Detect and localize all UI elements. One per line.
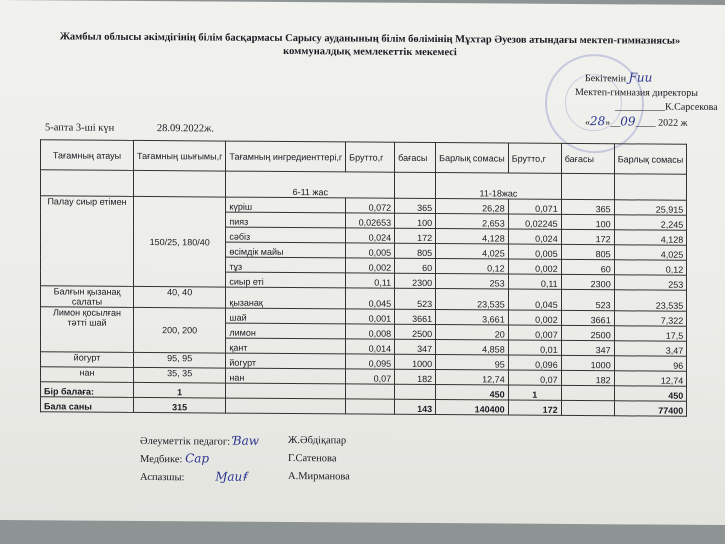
price-2: 2300: [561, 274, 614, 289]
col-yield: Тағамның шығымы,г: [134, 140, 226, 171]
price-1: 172: [395, 228, 436, 243]
dish-yield: 40, 40: [134, 286, 226, 308]
dish-name: Палау сиыр етімен: [41, 196, 134, 287]
brutto-1: 0,045: [346, 288, 395, 309]
price-1: 2300: [395, 273, 436, 288]
approval-title: Бекітемін: [585, 73, 627, 85]
per-child-sum-2: 450: [614, 386, 687, 402]
brutto-2: 0,002: [508, 310, 561, 325]
signature-name: Г.Сатенова: [288, 453, 337, 465]
per-child-sum-1: 450: [436, 385, 509, 401]
sum-2: 7,322: [614, 311, 687, 327]
signature-row: Аспазшы: Ɱauꞙ А.Мирманова: [140, 469, 350, 484]
signature-row: Әлеуметтік педагог: Ɓaw Ж.Әбдіқапар: [140, 433, 347, 448]
sum-1: 4,025: [436, 244, 509, 260]
brutto-2: 0,002: [508, 259, 561, 274]
brutto-2: 0,045: [508, 289, 561, 310]
col-ingredients: Тағамның ингредиенттері,г: [226, 141, 346, 172]
col-brutto-2: Брутто,г: [508, 143, 561, 173]
empty-cell: [561, 385, 614, 400]
dish-yield: 200, 200: [134, 307, 226, 353]
empty-cell: [561, 400, 614, 415]
empty-cell: [395, 384, 436, 399]
approval-block: Бекітемін Ƒuu Мектеп-гимназия директоры __________К.Сарсекова «28»__09____ 2022 ж: [575, 70, 718, 129]
ingredient: тұз: [226, 257, 346, 273]
date-line: [45, 122, 254, 134]
col-brutto-1: Брутто,г: [346, 142, 395, 172]
brutto-2: 0,005: [508, 244, 561, 259]
brutto-1: 0,002: [346, 258, 395, 273]
sum-1: 26,28: [436, 199, 509, 215]
brutto-2: 0,071: [508, 199, 561, 214]
ingredient: йогурт: [226, 353, 346, 369]
brutto-1: 0,11: [346, 273, 395, 288]
sum-1: 2,653: [436, 214, 509, 230]
brutto-1: 0,005: [346, 243, 395, 258]
ingredient: өсімдік майы: [226, 242, 346, 258]
children-count: 315: [134, 397, 226, 413]
sum-1: 253: [436, 274, 509, 290]
sum-1: 95: [436, 355, 509, 371]
children-sum-2: 77400: [614, 401, 687, 417]
per-child-count-2: 1: [508, 385, 561, 400]
sum-1: 4,128: [436, 229, 509, 245]
price-1: 1000: [395, 354, 436, 369]
brutto-2: 0,01: [508, 340, 561, 355]
ingredient: пияз: [226, 212, 346, 228]
price-2: 365: [561, 199, 614, 214]
col-price-2: бағасы: [561, 143, 614, 173]
signature-role: Әлеуметтік педагог:: [140, 435, 231, 448]
price-2: 347: [561, 340, 614, 355]
sum-2: 25,915: [614, 200, 687, 216]
sum-1: 23,535: [436, 289, 509, 311]
sum-2: 4,025: [614, 245, 687, 261]
col-sum-1: Барлық сомасы: [436, 143, 509, 174]
brutto-1: 0,072: [346, 198, 395, 213]
brutto-2: 0,096: [508, 355, 561, 370]
ingredient: лимон: [226, 323, 346, 339]
price-1: 60: [395, 258, 436, 273]
price-1: 523: [395, 288, 436, 309]
price-1: 347: [395, 339, 436, 354]
approval-day: 28: [590, 114, 606, 129]
signature-name: Ж.Әбдіқапар: [288, 435, 347, 447]
sum-1: 3,661: [436, 310, 509, 326]
brutto-1: 0,095: [346, 354, 395, 369]
brutto-1: 0,07: [346, 369, 395, 384]
menu-date: 28.09.2022ж.: [156, 123, 214, 135]
ingredient: қызанақ: [226, 287, 346, 309]
price-2: 60: [561, 259, 614, 274]
price-1: 2500: [395, 324, 436, 339]
brutto-1: 0,001: [346, 309, 395, 324]
col-dish: Тағамның атауы: [41, 140, 134, 171]
price-1: 365: [395, 198, 436, 213]
sum-2: 23,535: [614, 290, 687, 312]
brutto-2: 0,11: [508, 274, 561, 289]
brutto-1: 0,024: [346, 228, 395, 243]
price-1: 100: [395, 213, 436, 228]
dish-name: нан: [41, 367, 134, 383]
approval-month: 09: [620, 114, 636, 129]
brutto-2: 0,07: [508, 370, 561, 385]
sum-1: 12,74: [436, 370, 509, 386]
brutto-2: 0,02245: [508, 214, 561, 229]
brutto-1: 0,008: [346, 324, 395, 339]
sum-2: 2,245: [614, 215, 687, 231]
header-line-2: коммуналдық мемлекеттік мекемесі: [283, 45, 457, 59]
per-child-count: 1: [134, 382, 226, 398]
children-count-row: [41, 397, 687, 417]
price-2: 100: [561, 214, 614, 229]
signature-role: Аспазшы:: [140, 471, 185, 484]
children-price-1: 143: [395, 399, 436, 414]
ingredient: сиыр еті: [226, 272, 346, 288]
empty-cell: [346, 399, 395, 414]
children-label: Бала саны: [41, 397, 134, 413]
dish-name: йогурт: [41, 352, 134, 368]
age-group-1: 6-11 жас: [226, 171, 395, 198]
signature-row: Медбике: Cap Г.Сатенова: [140, 451, 337, 466]
price-2: 523: [561, 289, 614, 310]
sum-1: 4,858: [436, 340, 509, 356]
brutto-1: 0,014: [346, 339, 395, 354]
sum-2: 253: [614, 275, 687, 291]
sum-1: 20: [436, 325, 509, 341]
director-signature: Ƒuu: [628, 70, 653, 85]
dish-yield: 150/25, 180/40: [134, 196, 226, 287]
ingredient: күріш: [226, 197, 346, 213]
table-header-row: [41, 140, 687, 175]
price-2: 1000: [561, 355, 614, 370]
header-line-1: Жамбыл облысы әкімдігінің білім басқармасы Сарысу ауданының білім бөлімінің Мұхтар Әуезов атындағы мектеп-гимназиясы»: [59, 31, 681, 47]
ingredient: нан: [226, 368, 346, 384]
approval-year: 2022 ж: [658, 117, 688, 129]
per-child-label: Бір балаға:: [41, 382, 134, 398]
price-2: 172: [561, 229, 614, 244]
empty-cell: [226, 383, 346, 399]
col-price-1: бағасы: [395, 142, 436, 172]
price-1: 182: [395, 369, 436, 384]
price-2: 805: [561, 244, 614, 259]
dish-yield: 35, 35: [134, 367, 226, 383]
sum-2: 96: [614, 356, 687, 372]
age-group-2: 11-18жас: [436, 173, 562, 200]
price-2: 182: [561, 370, 614, 385]
empty-cell: [226, 398, 346, 414]
approval-director: К.Сарсекова: [665, 101, 718, 114]
sum-2: 4,128: [614, 230, 687, 246]
children-sum-1: 140400: [436, 400, 509, 416]
brutto-2: 0,007: [508, 325, 561, 340]
sum-2: 17,5: [614, 326, 687, 342]
empty-cell: [346, 384, 395, 399]
dish-name: Лимон қосылған тәтті шай: [41, 307, 134, 353]
price-1: 805: [395, 243, 436, 258]
sum-2: 3,47: [614, 341, 687, 357]
sum-1: 0,12: [436, 259, 509, 275]
ingredient: қант: [226, 338, 346, 354]
signature-name: А.Мирманова: [288, 471, 350, 483]
price-2: 3661: [561, 310, 614, 325]
ingredient: сәбіз: [226, 227, 346, 243]
approval-position: Мектеп-гимназия директоры: [575, 87, 698, 99]
col-sum-2: Барлық сомасы: [614, 144, 687, 175]
sum-2: 0,12: [614, 260, 687, 276]
sum-2: 12,74: [614, 371, 687, 387]
signatures: [140, 432, 350, 487]
children-price-2: 172: [508, 400, 561, 415]
ingredient: шай: [226, 308, 346, 324]
dish-yield: 95, 95: [134, 352, 226, 368]
signature-role: Медбике:: [140, 453, 183, 466]
price-2: 2500: [561, 325, 614, 340]
brutto-2: 0,024: [508, 229, 561, 244]
week-day: 5-апта 3-ші күн: [45, 122, 115, 134]
menu-table: [40, 139, 687, 417]
dish-name: Балғын қызанақ салаты: [41, 286, 134, 308]
price-1: 3661: [395, 309, 436, 324]
brutto-1: 0,02653: [346, 213, 395, 228]
